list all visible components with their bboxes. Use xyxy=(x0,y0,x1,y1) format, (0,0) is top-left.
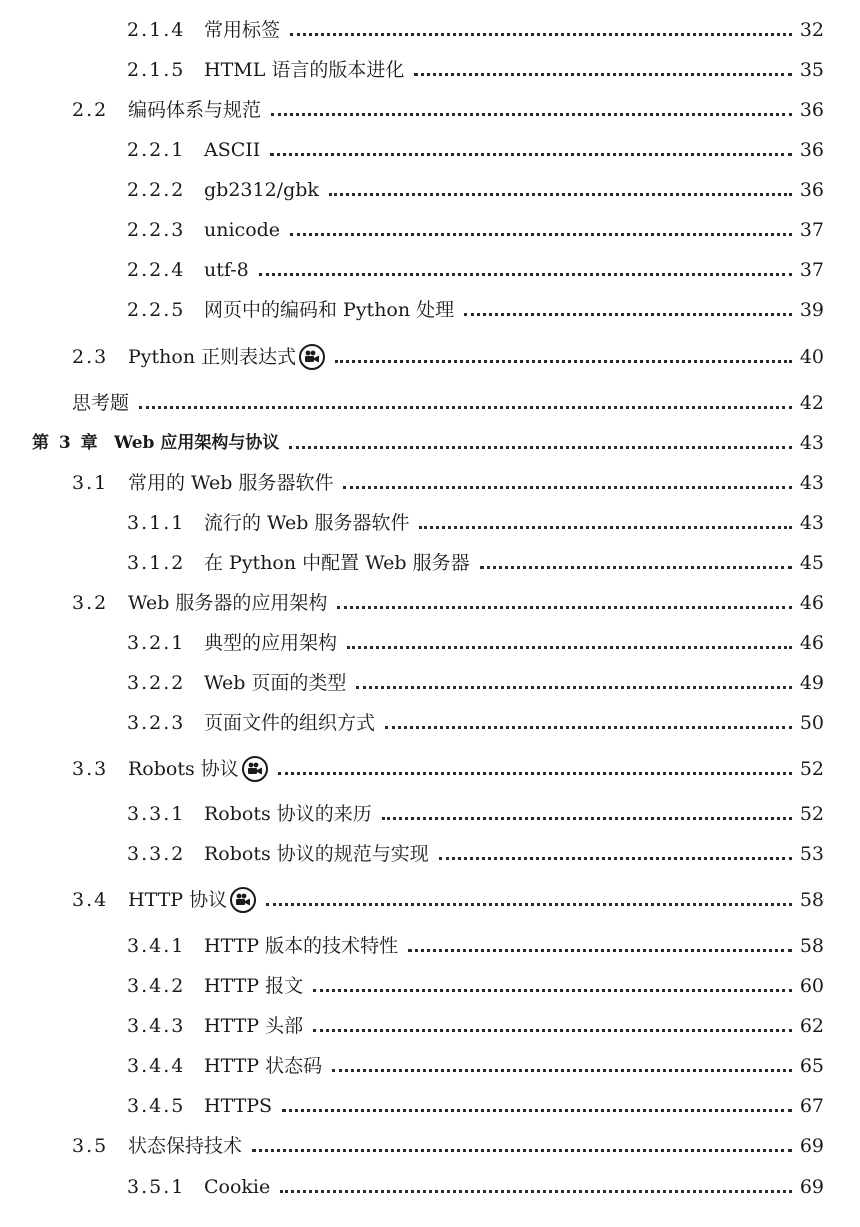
toc-entry-title-text: unicode xyxy=(204,219,281,241)
toc-entry-title xyxy=(204,797,372,831)
toc-page-number: 39 xyxy=(799,299,824,321)
toc-entry[interactable] xyxy=(0,466,860,500)
toc-entry-number: 3.3.2 xyxy=(127,843,186,865)
toc-entry-title xyxy=(204,666,346,700)
toc-page-number: 52 xyxy=(799,803,824,825)
video-camera-icon[interactable] xyxy=(230,887,256,913)
toc-entry-title xyxy=(204,133,260,167)
toc-page-number: 32 xyxy=(799,19,824,41)
toc-entry-title-text: HTML 语言的版本进化 xyxy=(204,59,405,81)
toc-entry-title-text: 典型的应用架构 xyxy=(204,632,338,654)
toc-entry-title xyxy=(128,1129,242,1163)
toc-entry[interactable] xyxy=(0,293,860,327)
toc-page-number: 36 xyxy=(799,179,824,201)
toc-page-number: 43 xyxy=(799,512,824,534)
toc-entry-title xyxy=(204,1049,322,1083)
dot-leader xyxy=(278,752,792,786)
dot-leader xyxy=(290,13,792,47)
toc-entry-title-text: ASCII xyxy=(204,139,261,161)
dot-leader xyxy=(313,969,792,1003)
toc-page-number: 43 xyxy=(799,472,824,494)
toc-entry[interactable] xyxy=(0,133,860,167)
toc-entry-title-text: 常用标签 xyxy=(204,19,281,41)
toc-page-number: 49 xyxy=(799,672,824,694)
toc-page-number: 42 xyxy=(799,392,824,414)
toc-entry-title-text: Robots 协议 xyxy=(128,758,239,780)
toc-entry[interactable] xyxy=(0,1009,860,1043)
toc-entry-title xyxy=(204,929,398,963)
toc-page-number: 69 xyxy=(799,1176,824,1198)
dot-leader xyxy=(139,386,792,420)
dot-leader xyxy=(280,1170,792,1204)
toc-entry[interactable] xyxy=(0,213,860,247)
toc-entry-title xyxy=(128,466,333,500)
toc-entry[interactable] xyxy=(0,837,860,871)
toc-entry-number: 3.4 xyxy=(72,889,109,911)
toc-page-number: 65 xyxy=(799,1055,824,1077)
toc-page-number: 62 xyxy=(799,1015,824,1037)
toc-entry[interactable] xyxy=(0,1129,860,1163)
toc-entry[interactable] xyxy=(0,546,860,580)
toc-entry-title xyxy=(128,586,327,620)
toc-entry[interactable] xyxy=(0,340,860,374)
toc-page-number: 36 xyxy=(799,139,824,161)
dot-leader xyxy=(313,1009,792,1043)
toc-entry-title xyxy=(204,837,429,871)
toc-entry-number: 3.2 xyxy=(72,592,109,614)
toc-entry-title xyxy=(204,706,375,740)
dot-leader xyxy=(408,929,792,963)
toc-page-number: 37 xyxy=(799,259,824,281)
toc-entry-title xyxy=(204,253,249,287)
dot-leader xyxy=(347,626,792,660)
toc-entry-number: 2.2.3 xyxy=(127,219,186,241)
dot-leader xyxy=(480,546,792,580)
toc-entry-title xyxy=(72,386,129,420)
toc-page-number: 46 xyxy=(799,632,824,654)
toc-page-number: 60 xyxy=(799,975,824,997)
dot-leader xyxy=(385,706,792,740)
toc-entry-title xyxy=(204,53,404,87)
dot-leader xyxy=(419,506,792,540)
toc-entry-number: 3.4.4 xyxy=(127,1055,186,1077)
toc-entry[interactable] xyxy=(0,1089,860,1123)
toc-entry-title xyxy=(128,752,268,786)
toc-entry-number: 3.4.3 xyxy=(127,1015,186,1037)
dot-leader xyxy=(266,883,792,917)
toc-entry[interactable] xyxy=(0,13,860,47)
toc-page-number: 50 xyxy=(799,712,824,734)
dot-leader xyxy=(270,133,792,167)
toc-entry-title-text: 编码体系与规范 xyxy=(128,99,262,121)
toc-entry-number: 2.2.5 xyxy=(127,299,186,321)
toc-entry-number: 3.2.1 xyxy=(127,632,186,654)
toc-entry[interactable] xyxy=(0,586,860,620)
toc-entry-title-text: Web 服务器的应用架构 xyxy=(128,592,328,614)
dot-leader xyxy=(252,1129,792,1163)
toc-entry-number: 3.5.1 xyxy=(127,1176,186,1198)
toc-entry-title-text: Python 正则表达式 xyxy=(128,346,297,368)
toc-entry[interactable] xyxy=(0,969,860,1003)
toc-entry-title xyxy=(128,340,325,374)
toc-entry-number: 3.1.1 xyxy=(127,512,186,534)
toc-entry[interactable] xyxy=(0,752,860,786)
toc-entry-number: 3.4.5 xyxy=(127,1095,186,1117)
toc-entry-title-text: 思考题 xyxy=(72,392,130,414)
toc-page-number: 35 xyxy=(799,59,824,81)
toc-entry-number: 2.2.1 xyxy=(127,139,186,161)
dot-leader xyxy=(332,1049,792,1083)
toc-page-number: 37 xyxy=(799,219,824,241)
toc-entry-title-text: HTTP 报文 xyxy=(204,975,304,997)
dot-leader xyxy=(329,173,792,207)
toc-entry[interactable] xyxy=(0,1049,860,1083)
toc-page-number: 52 xyxy=(799,758,824,780)
toc-entry-title-text: gb2312/gbk xyxy=(204,179,319,201)
toc-entry-number: 2.2.4 xyxy=(127,259,186,281)
toc-entry-title-text: HTTP 状态码 xyxy=(204,1055,323,1077)
dot-leader xyxy=(382,797,792,831)
toc-entry-number: 3.4.1 xyxy=(127,935,186,957)
toc-entry-title xyxy=(204,173,319,207)
toc-entry-title-text: utf-8 xyxy=(204,259,249,281)
toc-entry-title-text: 网页中的编码和 Python 处理 xyxy=(204,299,455,321)
toc-entry[interactable] xyxy=(0,929,860,963)
dot-leader xyxy=(282,1089,792,1123)
toc-entry-number: 3.3 xyxy=(72,758,109,780)
dot-leader xyxy=(289,426,792,460)
toc-entry[interactable] xyxy=(0,173,860,207)
toc-entry[interactable] xyxy=(0,506,860,540)
toc-entry-number: 3.5 xyxy=(72,1135,109,1157)
toc-entry-number: 2.1.4 xyxy=(127,19,186,41)
toc-page-number: 46 xyxy=(799,592,824,614)
toc-entry-title xyxy=(204,969,303,1003)
toc-entry[interactable] xyxy=(0,706,860,740)
dot-leader xyxy=(343,466,792,500)
video-camera-icon[interactable] xyxy=(299,344,325,370)
toc-page-number: 45 xyxy=(799,552,824,574)
toc-entry[interactable] xyxy=(0,666,860,700)
toc-entry-title xyxy=(128,93,261,127)
toc-entry-title-text: 在 Python 中配置 Web 服务器 xyxy=(204,552,470,574)
toc-entry-title xyxy=(204,506,409,540)
toc-entry-title-text: Web 应用架构与协议 xyxy=(114,433,280,453)
toc-entry-number: 2.3 xyxy=(72,346,109,368)
toc-entry-number: 3.1 xyxy=(72,472,109,494)
dot-leader xyxy=(414,53,792,87)
toc-entry[interactable] xyxy=(0,253,860,287)
toc-page-number: 40 xyxy=(799,346,824,368)
toc-entry-title xyxy=(204,1009,303,1043)
toc-page-number: 67 xyxy=(799,1095,824,1117)
toc-entry-number: 3.2.2 xyxy=(127,672,186,694)
toc-page-number: 69 xyxy=(799,1135,824,1157)
dot-leader xyxy=(335,340,792,374)
toc-entry-number: 2.1.5 xyxy=(127,59,186,81)
toc-page-number: 58 xyxy=(799,935,824,957)
toc-entry-title-text: 流行的 Web 服务器软件 xyxy=(204,512,410,534)
toc-entry-title xyxy=(204,213,280,247)
toc-entry[interactable] xyxy=(0,93,860,127)
toc-entry-number: 第 3 章 xyxy=(32,433,100,453)
toc-entry-title xyxy=(204,546,470,580)
toc-entry-title-text: 常用的 Web 服务器软件 xyxy=(128,472,334,494)
toc-entry-title-text: HTTP 协议 xyxy=(128,889,228,911)
toc-entry-title xyxy=(204,293,454,327)
dot-leader xyxy=(259,253,792,287)
toc-entry-title xyxy=(204,13,280,47)
toc-entry-title-text: HTTPS xyxy=(204,1095,273,1117)
toc-entry[interactable] xyxy=(0,626,860,660)
toc-entry-title-text: Robots 协议的来历 xyxy=(204,803,372,825)
toc-entry[interactable] xyxy=(0,386,860,420)
toc-entry[interactable] xyxy=(0,797,860,831)
toc-entry-number: 2.2 xyxy=(72,99,109,121)
toc-chapter-row[interactable] xyxy=(0,426,860,460)
toc-entry-title-text: HTTP 头部 xyxy=(204,1015,304,1037)
toc-page-number: 58 xyxy=(799,889,824,911)
dot-leader xyxy=(290,213,792,247)
toc-entry[interactable] xyxy=(0,53,860,87)
toc-entry-number: 3.2.3 xyxy=(127,712,186,734)
toc-entry-title xyxy=(204,1089,272,1123)
dot-leader xyxy=(356,666,792,700)
toc-entry-title xyxy=(204,626,337,660)
video-camera-icon[interactable] xyxy=(242,756,268,782)
toc-entry-title-text: Web 页面的类型 xyxy=(204,672,347,694)
toc-entry-number: 2.2.2 xyxy=(127,179,186,201)
toc-entry[interactable] xyxy=(0,883,860,917)
toc-entry-title xyxy=(204,1170,270,1204)
toc-entry-number: 3.3.1 xyxy=(127,803,186,825)
dot-leader xyxy=(337,586,792,620)
dot-leader xyxy=(271,93,792,127)
toc-entry-title-text: HTTP 版本的技术特性 xyxy=(204,935,399,957)
toc-page-number: 43 xyxy=(799,432,824,454)
toc-page-number: 53 xyxy=(799,843,824,865)
toc-entry-title xyxy=(128,883,256,917)
toc-entry-title-text: Cookie xyxy=(204,1176,271,1198)
toc-entry-title-text: 状态保持技术 xyxy=(128,1135,243,1157)
toc-entry-title-text: Robots 协议的规范与实现 xyxy=(204,843,429,865)
toc-entry-number: 3.1.2 xyxy=(127,552,186,574)
toc-page-number: 36 xyxy=(799,99,824,121)
toc-entry[interactable] xyxy=(0,1170,860,1204)
dot-leader xyxy=(464,293,792,327)
toc-entry-title xyxy=(114,426,279,460)
toc-entry-title-text: 页面文件的组织方式 xyxy=(204,712,376,734)
dot-leader xyxy=(439,837,792,871)
toc-entry-number: 3.4.2 xyxy=(127,975,186,997)
